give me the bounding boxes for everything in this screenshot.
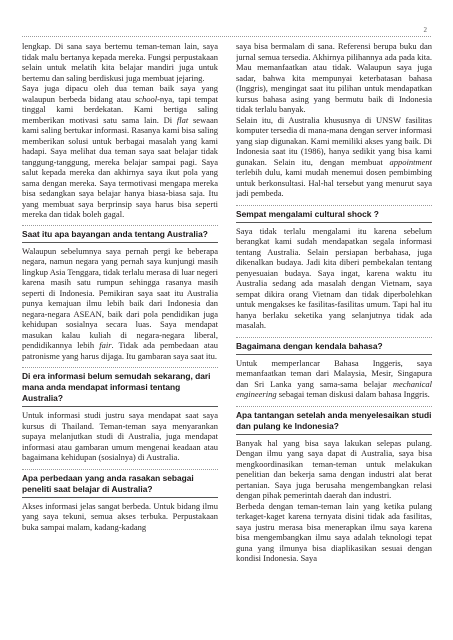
heading-underline xyxy=(236,354,432,355)
paragraph: Untuk informasi studi justru saya mendapat saat saya kursus di Thailand. Teman-teman saya menyarankan supaya melanjutkan studi di Australia, juga mendapat informasi atau gambaran umum mengenai keadaan atau bagaimana kehidupan (sosialnya) di Australia. xyxy=(22,410,218,462)
paragraph: Walaupun sebelumnya saya pernah pergi ke beberapa negara, namun negara yang pernah saya kunjungi masih lingkup Asia Tenggara, tidak terlalu merasa di luar negeri karena masih satu rumpun sehingga rasanya masih seperti di Indonesia. Pemikiran saya saat itu Australia punya kemajuan ilmu lebih baik dari Indonesia dan negara-negara ASEAN, baik dari pola pendidikan juga kehidupan sosialnya secara luas. Saya mendapat masukan kalau kuliah di negara-negara liberal, pendidikannya lebih fair. Tidak ada pembedaan atau patronisme yang harus dijaga. Itu gambaran saya saat itu. xyxy=(22,245,218,361)
heading-underline xyxy=(236,222,432,223)
section-heading: Di era informasi belum semudah sekarang, dari mana anda mendapat informasi tentang Australia? xyxy=(22,371,211,403)
section-divider xyxy=(22,367,218,368)
heading-underline xyxy=(22,497,218,498)
paragraph: lengkap. Di sana saya bertemu teman-teman lain, saya tidak malu bertanya kepada mereka. Fungsi perpustakaan selain untuk melatih kita belajar mandiri juga untuk bertemu dan saling berdiskusi juga membuat jejaring. xyxy=(22,41,218,83)
section-heading: Apa perbedaan yang anda rasakan sebagai peneliti saat belajar di Australia? xyxy=(22,472,194,494)
section-divider xyxy=(236,205,432,206)
header-rule xyxy=(22,36,431,37)
paragraph: Akses informasi jelas sangat berbeda. Untuk bidang ilmu yang saya tekuni, semua akses terbuka. Perpustakaan buka sampai malam, kadang-kadang xyxy=(22,500,218,532)
paragraph: Berbeda dengan teman-teman lain yang ketika pulang terkaget-kaget karena ternyata disini tidak ada fasilitas, saya justru merasa bisa menerapkan ilmu saya karena bisa mengembangkan ilmu saya adalah teknologi tepat guna yang ilmunya bisa diaplikasikan sesuai dengan kondisi Indonesia. Saya xyxy=(236,500,432,563)
section-divider xyxy=(236,337,432,338)
heading-underline xyxy=(22,406,218,407)
right-column xyxy=(236,41,432,624)
section-heading: Apa tantangan setelah anda menyelesaikan studi dan pulang ke Indonesia? xyxy=(236,409,432,431)
section-divider xyxy=(22,469,218,470)
section-divider xyxy=(22,225,218,226)
section-heading: Bagaimana dengan kendala bahasa? xyxy=(236,340,383,351)
section-heading: Sempat mengalami cultural shock ? xyxy=(236,208,379,219)
heading-underline xyxy=(236,434,432,435)
section-divider xyxy=(236,406,432,407)
page-number: 2 xyxy=(423,26,427,34)
paragraph: Selain itu, di Australia khususnya di UNSW fasilitas komputer tersedia di mana-mana dengan server informasi yang siap digunakan. Kami memiliki akses yang baik. Di Indonesia saat itu (1986), hanya sedikit yang bisa kami gunakan. Selain itu, dengan membuat appointment terlebih dulu, kami mudah menemui dosen pembimbing untuk berkonsultasi. Hal-hal tersebut yang menurut saya jadi pembeda. xyxy=(236,114,432,198)
paragraph: Banyak hal yang bisa saya lakukan selepas pulang. Dengan ilmu yang saya dapat di Australia, saya bisa mengkoordinasikan teman-teman untuk melakukan penelitian dan bekerja sama dengan industri alat berat pertanian. Saya juga berusaha mengembangkan relasi dengan pihak pemerintah daerah dan industri. xyxy=(236,437,432,500)
left-column xyxy=(22,41,218,624)
section-heading: Saat itu apa bayangan anda tentang Australia? xyxy=(22,228,208,239)
paragraph: Saya juga dipacu oleh dua teman baik saya yang walaupun berbeda bidang atau school-nya, tapi tempat tinggal kami berdekatan. Kami bertiga saling memberikan motivasi satu sama lain. Di flat sewaan kami saling bertukar informasi. Rasanya kami bisa saling memberikan solusi untuk berbagai masalah yang kami hadapi. Saya melihat dua teman saya saat belajar tidak tanggung-tanggung, mereka belajar sampai pagi. Saya salut kepada mereka dan akhirnya saya ikut pola yang sama dengan mereka. Saya termotivasi mengapa mereka bisa sedangkan saya belajar hanya biasa-biasa saja. Itu yang membuat saya berprinsip saya harus bisa seperti mereka dan tidak boleh gagal. xyxy=(22,83,218,219)
paragraph: Saya tidak terlalu mengalami itu karena sebelum berangkat kami sudah mendapatkan segala informasi tentang Australia. Selain persiapan berbahasa, juga dikenalkan budaya. Jadi kita diberi pembekalan tentang penyesuaian budaya. Saya ingat, karena waktu itu Australia sedang ada masalah dengan Vietnam, saya sempat dikira orang Vietnam dan tidak diperbolehkan untuk mengakses ke fasilitas-fasilitas umum. Tapi hal itu hanya berlaku seketika yang selanjutnya tidak ada masalah. xyxy=(236,225,432,330)
heading-underline xyxy=(22,242,218,243)
paragraph: Untuk memperlancar Bahasa Inggeris, saya memanfaatkan teman dari Malaysia, Mesir, Singapura dan Sri Lanka yang sama-sama belajar mechanical engineering sebagai teman diskusi dalam bahasa Inggris. xyxy=(236,357,432,399)
paragraph: saya bisa bermalam di sana. Referensi berupa buku dan jurnal semua tersedia. Akhirnya pilihannya ada pada kita. Mau memanfaatkan atau tidak. Walaupun saya juga sadar, bahwa kita mempunyai keterbatasan bahasa (Inggris), mengingat saat itu pilihan untuk mendapatkan kursus bahasa asing yang bermutu baik di Indonesia tidak terlalu banyak. xyxy=(236,41,432,114)
